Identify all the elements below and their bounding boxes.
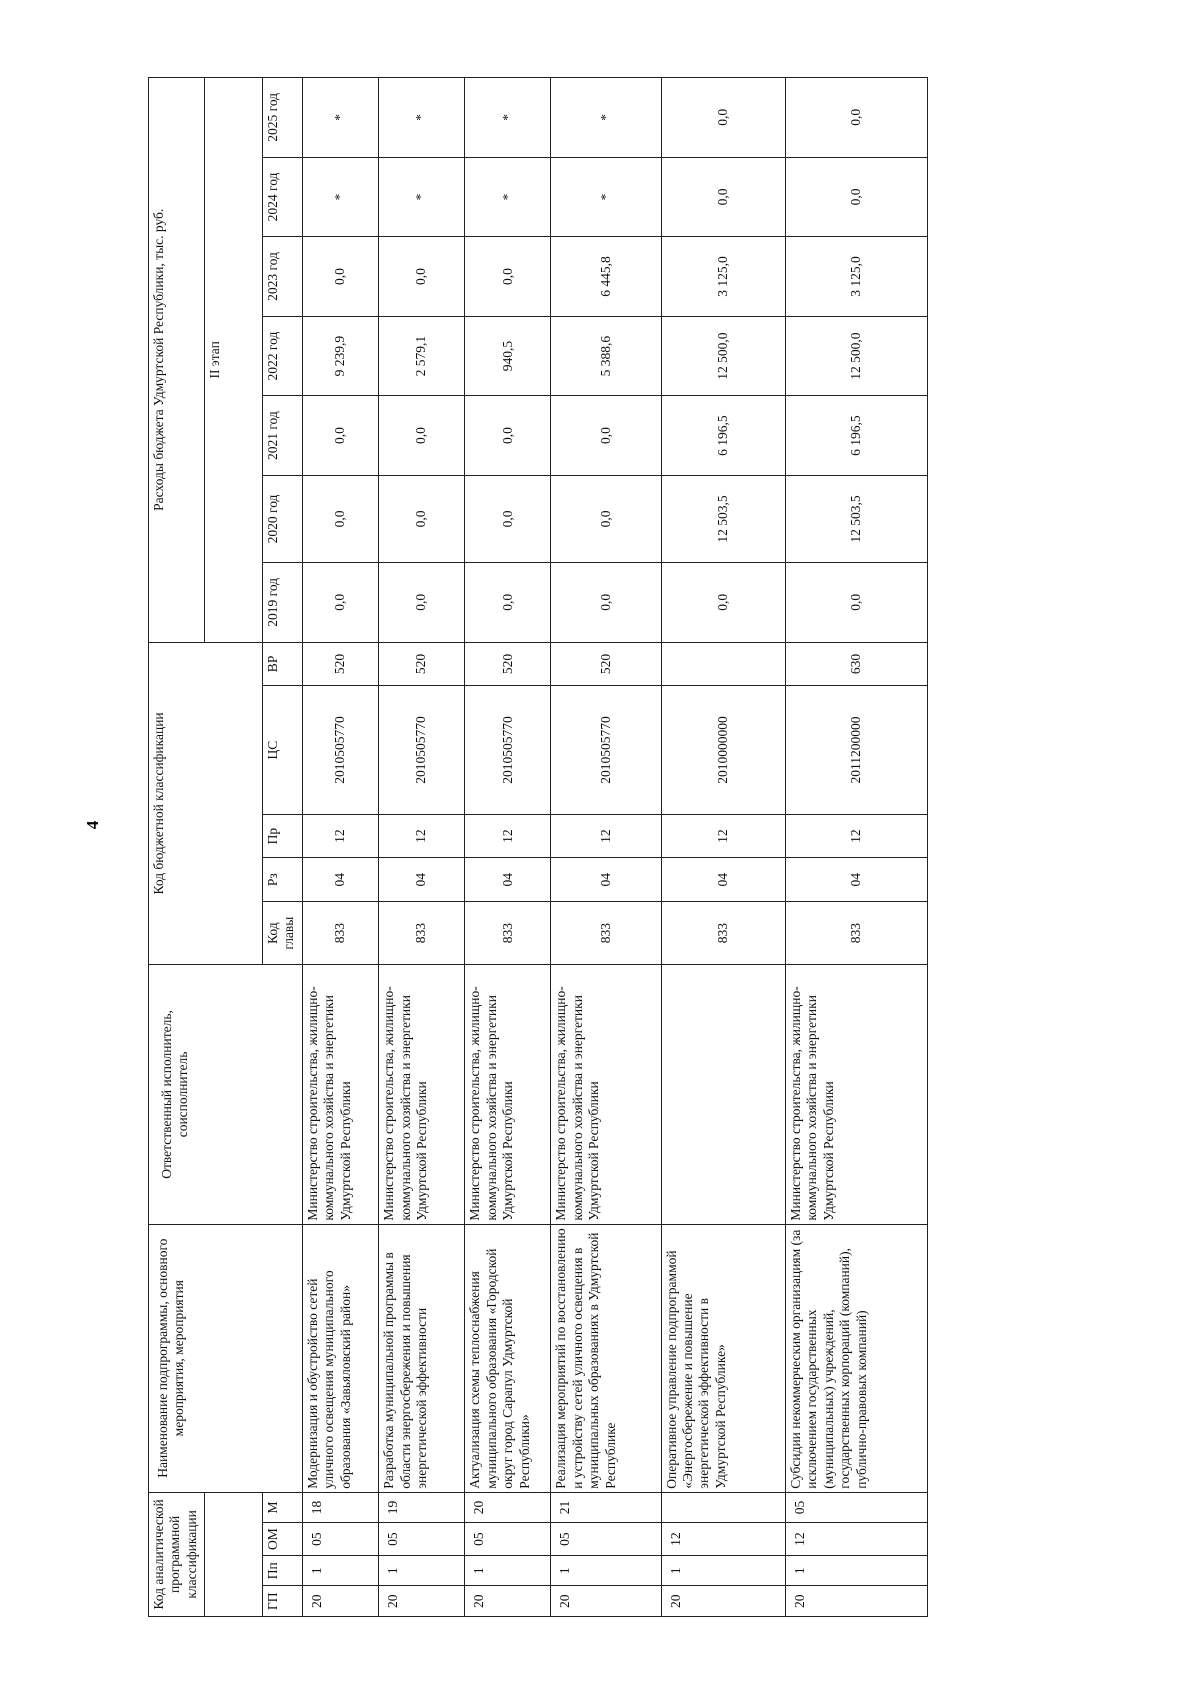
value-cell: 6 196,5	[661, 396, 785, 476]
value-cell: 3 125,0	[661, 237, 785, 317]
value-cell: 0,0	[551, 563, 661, 643]
value-cell: 6 445,8	[551, 237, 661, 317]
executor-cell: Министерство строительства, жилищно-коммунального хозяйства и энергетики Удмуртской Республики	[785, 965, 927, 1224]
gp-cell: 20	[303, 1586, 379, 1617]
pr-cell: 12	[785, 814, 927, 858]
pr-cell: 12	[551, 814, 661, 858]
name-cell: Субсидии некоммерческим организациям (за исключением государственных (муниципальных) учреждений, государственных корпораций (компаний), публично-правовых компаний)	[785, 1224, 927, 1492]
glava-cell: 833	[551, 902, 661, 965]
executor-header: Ответственный исполнитель, соисполнитель	[149, 965, 303, 1224]
pp-cell: 1	[379, 1555, 465, 1586]
value-cell: 0,0	[465, 237, 551, 317]
m-cell: 19	[379, 1492, 465, 1523]
m-cell: 18	[303, 1492, 379, 1523]
value-cell: 0,0	[551, 396, 661, 476]
value-cell: 0,0	[465, 563, 551, 643]
name-cell: Оперативное управление подпрограммой «Энергосбережение и повышение энергетической эффективности в Удмуртской Республике»	[661, 1224, 785, 1492]
stage-header: II этап	[205, 78, 263, 643]
m-cell: 05	[785, 1492, 927, 1523]
cs-cell: 2010505770	[465, 686, 551, 815]
value-cell: 0,0	[785, 78, 927, 158]
gp-cell: 20	[551, 1586, 661, 1617]
year-header: 2024 год	[263, 157, 303, 237]
table-row	[661, 78, 785, 1617]
value-cell: *	[465, 78, 551, 158]
gp-cell: 20	[379, 1586, 465, 1617]
value-cell: 0,0	[551, 475, 661, 562]
value-cell: 0,0	[379, 237, 465, 317]
vr-cell: 630	[785, 642, 927, 686]
value-cell: 0,0	[785, 157, 927, 237]
value-cell: 0,0	[303, 396, 379, 476]
value-cell: 0,0	[303, 237, 379, 317]
table-row	[379, 78, 465, 1617]
pr-cell: 12	[465, 814, 551, 858]
value-cell: 0,0	[465, 475, 551, 562]
executor-cell: Министерство строительства, жилищно-коммунального хозяйства и энергетики Удмуртской Республики	[379, 965, 465, 1224]
m-cell: 21	[551, 1492, 661, 1523]
rz-cell: 04	[785, 858, 927, 902]
pp-cell: 1	[303, 1555, 379, 1586]
value-cell: 2 579,1	[379, 316, 465, 396]
om-cell: 05	[303, 1523, 379, 1556]
value-cell: 5 388,6	[551, 316, 661, 396]
value-cell: 0,0	[785, 563, 927, 643]
rz-cell: 04	[379, 858, 465, 902]
value-cell: 6 196,5	[785, 396, 927, 476]
vr-cell: 520	[379, 642, 465, 686]
budget-table	[148, 77, 928, 1617]
rz-cell: 04	[551, 858, 661, 902]
m-header: М	[263, 1492, 303, 1523]
m-cell: 20	[465, 1492, 551, 1523]
cs-cell: 2010505770	[303, 686, 379, 815]
executor-cell: Министерство строительства, жилищно-коммунального хозяйства и энергетики Удмуртской Республики	[303, 965, 379, 1224]
analytic-code-header: Код аналитической программной классификации	[149, 1492, 205, 1616]
glava-cell: 833	[465, 902, 551, 965]
year-header: 2023 год	[263, 237, 303, 317]
value-cell: *	[551, 157, 661, 237]
value-cell: *	[551, 78, 661, 158]
rotated-table-wrapper	[148, 77, 928, 1617]
om-cell: 05	[379, 1523, 465, 1556]
rz-header: Рз	[263, 858, 303, 902]
table-row	[303, 78, 379, 1617]
glava-cell: 833	[785, 902, 927, 965]
name-cell: Разработка муниципальной программы в области энергосбережения и повышения энергетической эффективности	[379, 1224, 465, 1492]
name-cell: Реализация мероприятий по восстановлению и устройству сетей уличного освещения в муниципальных образованиях в Удмуртской Республике	[551, 1224, 661, 1492]
value-cell: 0,0	[661, 563, 785, 643]
vr-cell: 520	[303, 642, 379, 686]
pr-cell: 12	[379, 814, 465, 858]
value-cell: 12 500,0	[785, 316, 927, 396]
value-cell: *	[303, 78, 379, 158]
pp-cell: 1	[465, 1555, 551, 1586]
value-cell: 0,0	[303, 563, 379, 643]
value-cell: 0,0	[379, 563, 465, 643]
value-cell: *	[465, 157, 551, 237]
value-cell: 0,0	[303, 475, 379, 562]
cs-cell: 2010000000	[661, 686, 785, 815]
value-cell: 0,0	[379, 475, 465, 562]
name-cell: Модернизация и обустройство сетей уличного освещения муниципального образования «Завьяловский район»	[303, 1224, 379, 1492]
gp-cell: 20	[661, 1586, 785, 1617]
year-header: 2020 год	[263, 475, 303, 562]
name-header: Наименование подпрограммы, основного мероприятия, мероприятия	[149, 1224, 303, 1492]
value-cell: 12 503,5	[785, 475, 927, 562]
expenses-header: Расходы бюджета Удмуртской Республики, тыс. руб.	[149, 78, 205, 643]
value-cell: 0,0	[465, 396, 551, 476]
vr-cell: 520	[465, 642, 551, 686]
value-cell: 12 500,0	[661, 316, 785, 396]
value-cell: 0,0	[661, 157, 785, 237]
value-cell: 0,0	[661, 78, 785, 158]
year-header: 2021 год	[263, 396, 303, 476]
budget-code-header: Код бюджетной классификации	[149, 642, 263, 965]
table-row	[465, 78, 551, 1617]
value-cell: *	[379, 157, 465, 237]
pp-cell: 1	[661, 1555, 785, 1586]
om-cell: 12	[661, 1523, 785, 1556]
value-cell: 12 503,5	[661, 475, 785, 562]
year-header: 2022 год	[263, 316, 303, 396]
kod-glavy-header: Код главы	[263, 902, 303, 965]
pp-cell: 1	[551, 1555, 661, 1586]
value-cell: *	[379, 78, 465, 158]
pr-cell: 12	[303, 814, 379, 858]
rz-cell: 04	[303, 858, 379, 902]
gp-cell: 20	[465, 1586, 551, 1617]
table-row	[785, 78, 927, 1617]
vr-cell: 520	[551, 642, 661, 686]
rz-cell: 04	[465, 858, 551, 902]
table-row	[551, 78, 661, 1617]
cs-cell: 2010505770	[379, 686, 465, 815]
vr-cell	[661, 642, 785, 686]
gp-header: ГП	[263, 1586, 303, 1617]
pr-header: Пр	[263, 814, 303, 858]
cs-cell: 2011200000	[785, 686, 927, 815]
year-header: 2025 год	[263, 78, 303, 158]
om-cell: 05	[551, 1523, 661, 1556]
cs-cell: 2010505770	[551, 686, 661, 815]
glava-cell: 833	[379, 902, 465, 965]
year-header: 2019 год	[263, 563, 303, 643]
om-cell: 05	[465, 1523, 551, 1556]
value-cell: 3 125,0	[785, 237, 927, 317]
pp-cell: 1	[785, 1555, 927, 1586]
vr-header: ВР	[263, 642, 303, 686]
executor-cell: Министерство строительства, жилищно-коммунального хозяйства и энергетики Удмуртской Республики	[551, 965, 661, 1224]
value-cell: 0,0	[379, 396, 465, 476]
executor-cell: Министерство строительства, жилищно-коммунального хозяйства и энергетики Удмуртской Республики	[465, 965, 551, 1224]
om-cell: 12	[785, 1523, 927, 1556]
gp-cell: 20	[785, 1586, 927, 1617]
pr-cell: 12	[661, 814, 785, 858]
executor-cell	[661, 965, 785, 1224]
value-cell: 9 239,9	[303, 316, 379, 396]
glava-cell: 833	[303, 902, 379, 965]
om-header: ОМ	[263, 1523, 303, 1556]
value-cell: *	[303, 157, 379, 237]
name-cell: Актуализация схемы теплоснабжения муниципального образования «Городской округ город Сарапул Удмуртской Республики»	[465, 1224, 551, 1492]
glava-cell: 833	[661, 902, 785, 965]
m-cell	[661, 1492, 785, 1523]
page-number: 4	[83, 820, 102, 830]
rz-cell: 04	[661, 858, 785, 902]
cs-header: ЦС	[263, 686, 303, 815]
pp-header: Пп	[263, 1555, 303, 1586]
value-cell: 940,5	[465, 316, 551, 396]
